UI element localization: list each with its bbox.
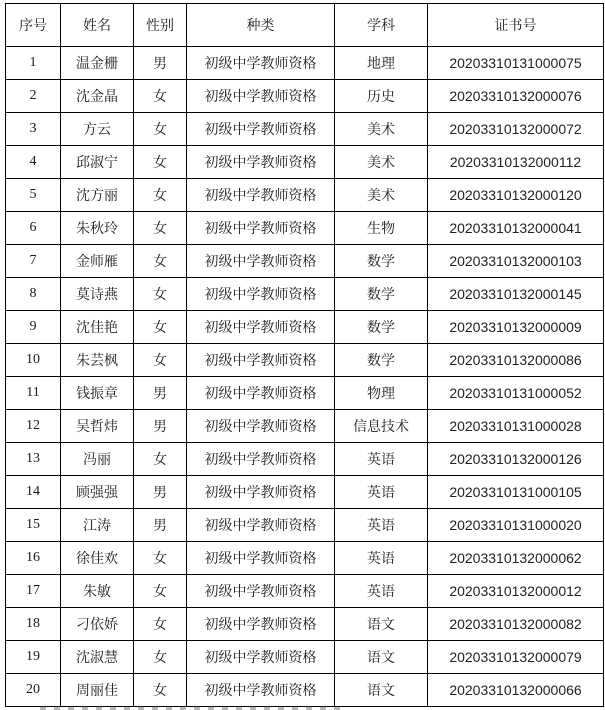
cell-type: 初级中学教师资格 <box>187 509 335 542</box>
cell-certificate-number: 20203310132000082 <box>428 608 604 641</box>
cell-gender: 女 <box>134 575 187 608</box>
cell-serial-number: 1 <box>6 47 61 80</box>
cell-gender: 男 <box>134 476 187 509</box>
cell-serial-number: 7 <box>6 245 61 278</box>
cell-serial-number: 13 <box>6 443 61 476</box>
cell-serial-number: 11 <box>6 377 61 410</box>
cell-gender: 男 <box>134 509 187 542</box>
table-body <box>6 47 604 707</box>
cell-serial-number: 14 <box>6 476 61 509</box>
cell-name: 徐佳欢 <box>61 542 134 575</box>
cell-certificate-number: 20203310131000105 <box>428 476 604 509</box>
cell-name: 莫诗燕 <box>61 278 134 311</box>
cell-gender: 女 <box>134 212 187 245</box>
cell-type: 初级中学教师资格 <box>187 575 335 608</box>
cell-type: 初级中学教师资格 <box>187 674 335 707</box>
cell-type: 初级中学教师资格 <box>187 47 335 80</box>
cell-name: 朱芸枫 <box>61 344 134 377</box>
certificate-roster-table <box>5 3 604 707</box>
cell-name: 吴哲炜 <box>61 410 134 443</box>
cell-type: 初级中学教师资格 <box>187 245 335 278</box>
cell-name: 沈淑慧 <box>61 641 134 674</box>
cell-gender: 女 <box>134 245 187 278</box>
cell-certificate-number: 20203310131000028 <box>428 410 604 443</box>
cell-type: 初级中学教师资格 <box>187 278 335 311</box>
cell-certificate-number: 20203310132000126 <box>428 443 604 476</box>
table-row <box>6 641 604 674</box>
cell-gender: 女 <box>134 80 187 113</box>
cell-gender: 女 <box>134 278 187 311</box>
cell-subject: 历史 <box>335 80 428 113</box>
table-row <box>6 146 604 179</box>
cell-gender: 女 <box>134 344 187 377</box>
cell-type: 初级中学教师资格 <box>187 113 335 146</box>
cell-certificate-number: 20203310131000052 <box>428 377 604 410</box>
table-row <box>6 80 604 113</box>
cell-name: 沈方丽 <box>61 179 134 212</box>
cell-subject: 数学 <box>335 344 428 377</box>
header-certificate-number: 证书号 <box>428 4 604 47</box>
cell-serial-number: 18 <box>6 608 61 641</box>
cell-name: 顾强强 <box>61 476 134 509</box>
cell-gender: 女 <box>134 542 187 575</box>
cell-name: 方云 <box>61 113 134 146</box>
table-row <box>6 377 604 410</box>
cell-type: 初级中学教师资格 <box>187 641 335 674</box>
cell-serial-number: 15 <box>6 509 61 542</box>
cell-gender: 女 <box>134 674 187 707</box>
table-row <box>6 278 604 311</box>
table-row <box>6 509 604 542</box>
cell-subject: 地理 <box>335 47 428 80</box>
cell-subject: 美术 <box>335 113 428 146</box>
cell-type: 初级中学教师资格 <box>187 443 335 476</box>
table-row <box>6 311 604 344</box>
cell-gender: 女 <box>134 443 187 476</box>
table-row <box>6 245 604 278</box>
cell-serial-number: 19 <box>6 641 61 674</box>
cell-type: 初级中学教师资格 <box>187 377 335 410</box>
cell-subject: 语文 <box>335 608 428 641</box>
table-row <box>6 113 604 146</box>
cell-subject: 英语 <box>335 509 428 542</box>
table-row <box>6 542 604 575</box>
cell-subject: 生物 <box>335 212 428 245</box>
cell-certificate-number: 20203310132000103 <box>428 245 604 278</box>
cell-gender: 女 <box>134 113 187 146</box>
cell-certificate-number: 20203310132000041 <box>428 212 604 245</box>
cell-type: 初级中学教师资格 <box>187 179 335 212</box>
cell-name: 邱淑宁 <box>61 146 134 179</box>
cell-certificate-number: 20203310132000120 <box>428 179 604 212</box>
cell-name: 江涛 <box>61 509 134 542</box>
header-subject: 学科 <box>335 4 428 47</box>
cell-gender: 女 <box>134 311 187 344</box>
cell-serial-number: 12 <box>6 410 61 443</box>
cropped-text-fragment <box>40 706 340 710</box>
cell-subject: 英语 <box>335 443 428 476</box>
cell-serial-number: 17 <box>6 575 61 608</box>
cell-gender: 男 <box>134 47 187 80</box>
table-row <box>6 179 604 212</box>
cell-subject: 数学 <box>335 278 428 311</box>
cell-gender: 女 <box>134 608 187 641</box>
cell-type: 初级中学教师资格 <box>187 80 335 113</box>
cell-name: 刁依娇 <box>61 608 134 641</box>
cell-serial-number: 8 <box>6 278 61 311</box>
table-row <box>6 575 604 608</box>
cell-name: 朱敏 <box>61 575 134 608</box>
cell-serial-number: 10 <box>6 344 61 377</box>
header-gender: 性别 <box>134 4 187 47</box>
cell-type: 初级中学教师资格 <box>187 146 335 179</box>
cell-certificate-number: 20203310132000072 <box>428 113 604 146</box>
cell-certificate-number: 20203310132000086 <box>428 344 604 377</box>
cell-serial-number: 20 <box>6 674 61 707</box>
cell-name: 冯丽 <box>61 443 134 476</box>
cell-name: 沈金晶 <box>61 80 134 113</box>
cell-type: 初级中学教师资格 <box>187 311 335 344</box>
cell-gender: 女 <box>134 146 187 179</box>
cell-type: 初级中学教师资格 <box>187 344 335 377</box>
cell-subject: 物理 <box>335 377 428 410</box>
table-row <box>6 443 604 476</box>
cell-name: 朱秋玲 <box>61 212 134 245</box>
cell-serial-number: 4 <box>6 146 61 179</box>
table-row <box>6 476 604 509</box>
cell-gender: 女 <box>134 179 187 212</box>
cell-name: 沈佳艳 <box>61 311 134 344</box>
cell-type: 初级中学教师资格 <box>187 476 335 509</box>
cell-subject: 语文 <box>335 641 428 674</box>
cell-gender: 男 <box>134 410 187 443</box>
cell-subject: 美术 <box>335 179 428 212</box>
cell-name: 金师雁 <box>61 245 134 278</box>
cell-certificate-number: 20203310132000009 <box>428 311 604 344</box>
cell-certificate-number: 20203310132000062 <box>428 542 604 575</box>
cell-subject: 数学 <box>335 245 428 278</box>
cell-certificate-number: 20203310132000076 <box>428 80 604 113</box>
cell-subject: 美术 <box>335 146 428 179</box>
cell-certificate-number: 20203310132000066 <box>428 674 604 707</box>
cell-type: 初级中学教师资格 <box>187 608 335 641</box>
table-header-row <box>6 4 604 47</box>
cell-subject: 英语 <box>335 542 428 575</box>
cell-serial-number: 6 <box>6 212 61 245</box>
table-row <box>6 47 604 80</box>
cell-serial-number: 3 <box>6 113 61 146</box>
cell-subject: 信息技术 <box>335 410 428 443</box>
table-row <box>6 344 604 377</box>
table-row <box>6 608 604 641</box>
table-row <box>6 212 604 245</box>
header-type: 种类 <box>187 4 335 47</box>
cell-serial-number: 5 <box>6 179 61 212</box>
cell-type: 初级中学教师资格 <box>187 212 335 245</box>
table-row <box>6 410 604 443</box>
table-row <box>6 674 604 707</box>
cell-subject: 语文 <box>335 674 428 707</box>
cell-type: 初级中学教师资格 <box>187 542 335 575</box>
cell-name: 钱振章 <box>61 377 134 410</box>
cell-name: 周丽佳 <box>61 674 134 707</box>
cell-subject: 英语 <box>335 476 428 509</box>
cell-subject: 数学 <box>335 311 428 344</box>
cell-gender: 女 <box>134 641 187 674</box>
cell-subject: 英语 <box>335 575 428 608</box>
header-name: 姓名 <box>61 4 134 47</box>
cell-serial-number: 2 <box>6 80 61 113</box>
cell-serial-number: 16 <box>6 542 61 575</box>
cell-certificate-number: 20203310132000145 <box>428 278 604 311</box>
cell-gender: 男 <box>134 377 187 410</box>
cell-certificate-number: 20203310132000112 <box>428 146 604 179</box>
cell-certificate-number: 20203310131000020 <box>428 509 604 542</box>
cell-certificate-number: 20203310132000079 <box>428 641 604 674</box>
cell-type: 初级中学教师资格 <box>187 410 335 443</box>
cell-name: 温金栅 <box>61 47 134 80</box>
header-serial-number: 序号 <box>6 4 61 47</box>
cell-serial-number: 9 <box>6 311 61 344</box>
cell-certificate-number: 20203310132000012 <box>428 575 604 608</box>
cell-certificate-number: 20203310131000075 <box>428 47 604 80</box>
